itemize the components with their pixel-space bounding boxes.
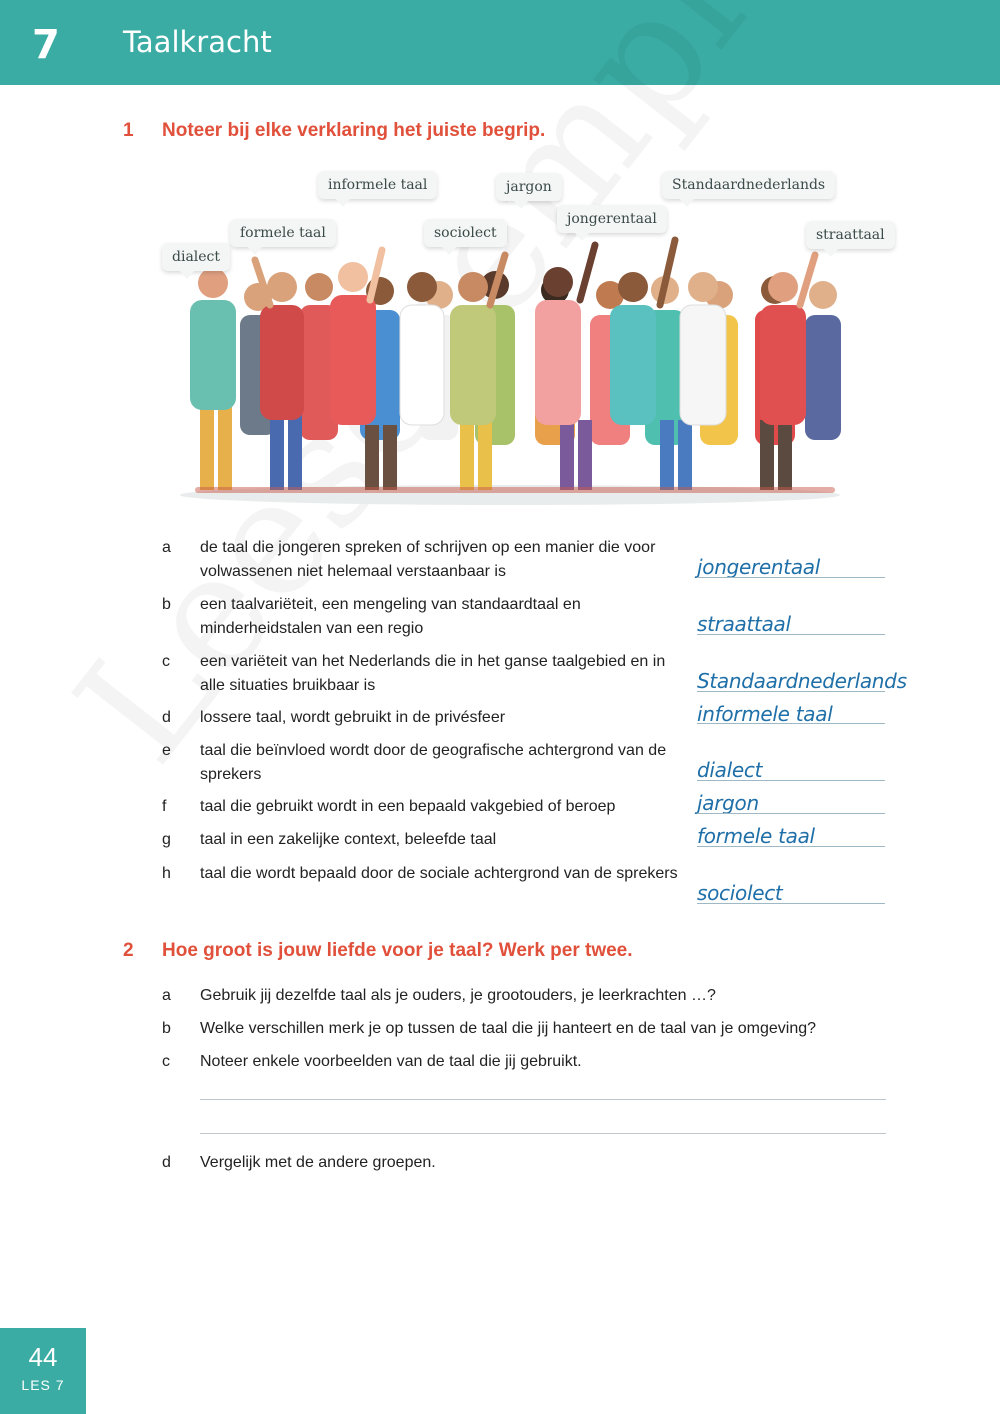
item-b-text: een taalvariëteit, een mengeling van standaardtaal en minderheidstalen van een regio	[200, 596, 581, 637]
item-c-answer-line	[697, 691, 885, 692]
question-2-number: 2	[123, 940, 134, 961]
bubble-jongerentaal: jongerentaal	[557, 205, 667, 233]
item-c-text: een variëteit van het Nederlands die in het ganse taalgebied en in alle situaties bruikbaar is	[200, 653, 666, 694]
person-figures	[190, 240, 841, 493]
item-d-letter: d	[162, 709, 171, 726]
item-d-answer[interactable]: informele taal	[697, 702, 833, 726]
q2-item-a-letter: a	[162, 987, 171, 1004]
page-footer-tab	[0, 1328, 86, 1414]
write-line-1[interactable]	[200, 1099, 886, 1100]
item-h-letter: h	[162, 865, 171, 882]
people-illustration	[160, 165, 890, 510]
item-g-text: taal in een zakelijke context, beleefde taal	[200, 831, 497, 848]
chapter-number: 7	[32, 22, 60, 68]
page-number: 44	[28, 1342, 58, 1372]
item-a-letter: a	[162, 539, 171, 556]
item-f-answer[interactable]: jargon	[697, 791, 759, 815]
item-g-letter: g	[162, 831, 171, 848]
item-e-answer[interactable]: dialect	[697, 758, 763, 782]
q2-item-d-letter: d	[162, 1154, 171, 1171]
item-g-answer-line	[697, 846, 885, 847]
item-e-letter: e	[162, 742, 171, 759]
bubble-standaardnederlands: Standaardnederlands	[662, 171, 835, 199]
item-f-answer-line	[697, 813, 885, 814]
bubble-dialect: dialect	[162, 243, 230, 271]
bubble-formele-taal: formele taal	[230, 219, 336, 247]
chapter-title: Taalkracht	[123, 25, 272, 59]
item-d-text: lossere taal, wordt gebruikt in de privésfeer	[200, 709, 506, 726]
item-d-answer-line	[697, 723, 885, 724]
item-h-answer[interactable]: sociolect	[697, 881, 783, 905]
item-f-text: taal die gebruikt wordt in een bepaald vakgebied of beroep	[200, 798, 616, 815]
item-b-answer-line	[697, 634, 885, 635]
write-line-2[interactable]	[200, 1133, 886, 1134]
lesson-label: LES 7	[21, 1377, 65, 1393]
question-1-prompt: Noteer bij elke verklaring het juiste begrip.	[162, 120, 546, 141]
item-g-answer[interactable]: formele taal	[697, 824, 815, 848]
q2-item-a-text: Gebruik jij dezelfde taal als je ouders, je grootouders, je leerkrachten …?	[200, 987, 716, 1004]
q2-item-c-text: Noteer enkele voorbeelden van de taal die jij gebruikt.	[200, 1053, 582, 1070]
item-c-answer[interactable]: Standaardnederlands	[697, 669, 907, 693]
item-f-letter: f	[162, 798, 167, 815]
chapter-header	[0, 0, 1000, 85]
crowd-illustration	[160, 165, 890, 510]
item-e-text: taal die beïnvloed wordt door de geografische achtergrond van de sprekers	[200, 742, 667, 783]
bubble-informele-taal: informele taal	[318, 171, 437, 199]
bubble-jargon: jargon	[496, 173, 562, 201]
item-a-answer-line	[697, 577, 885, 578]
item-e-answer-line	[697, 780, 885, 781]
q2-item-d-text: Vergelijk met de andere groepen.	[200, 1154, 436, 1171]
bubble-straattaal: straattaal	[806, 221, 895, 249]
question-2-prompt: Hoe groot is jouw liefde voor je taal? Werk per twee.	[162, 940, 633, 961]
item-b-answer[interactable]: straattaal	[697, 612, 791, 636]
item-c-letter: c	[162, 653, 170, 670]
question-1-number: 1	[123, 120, 134, 141]
q2-item-b-letter: b	[162, 1020, 171, 1037]
item-h-answer-line	[697, 903, 885, 904]
q2-item-c-letter: c	[162, 1053, 170, 1070]
item-a-text: de taal die jongeren spreken of schrijven op een manier die voor volwassenen niet helemaal verstaanbaar is	[200, 539, 656, 580]
item-a-answer[interactable]: jongerentaal	[697, 555, 820, 579]
q2-item-b-text: Welke verschillen merk je op tussen de taal die jij hanteert en de taal van je omgeving?	[200, 1020, 817, 1037]
bubble-sociolect: sociolect	[424, 219, 507, 247]
item-h-text: taal die wordt bepaald door de sociale achtergrond van de sprekers	[200, 865, 678, 882]
item-b-letter: b	[162, 596, 171, 613]
